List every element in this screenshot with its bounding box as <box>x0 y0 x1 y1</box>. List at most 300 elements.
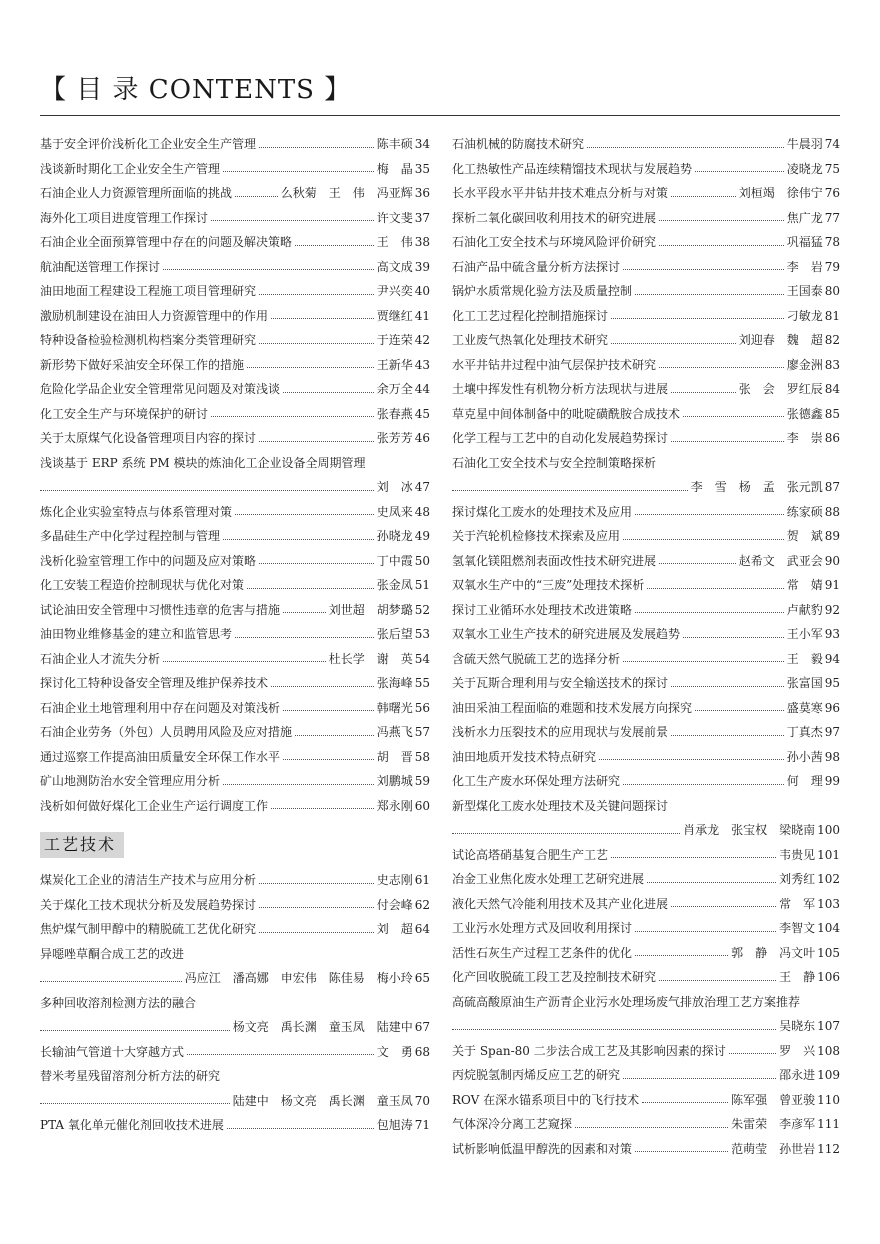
entry-authors: 张春燕 <box>376 406 413 421</box>
entry-title: 石油企业人力资源管理所面临的挑战 <box>40 186 233 200</box>
entry-title: 石油企业劳务（外包）人员聘用风险及应对措施 <box>40 725 293 739</box>
toc-entry <box>452 181 840 206</box>
entry-authors: 练家硕 <box>786 504 823 519</box>
toc-entry <box>452 304 840 329</box>
entry-title: 油田采油工程面临的难题和技术发展方向探究 <box>452 700 693 715</box>
entry-authors: 丁真杰 <box>786 725 823 739</box>
entry-title: 探讨工业循环水处理技术改进策略 <box>452 602 633 617</box>
entry-page: 53 <box>414 627 430 641</box>
toc-entry <box>40 794 430 819</box>
entry-title: 多种回收溶剂检测方法的融合 <box>40 995 197 1010</box>
toc-entry <box>40 868 430 893</box>
entry-title: 冶金工业焦化废水处理工艺研究进展 <box>452 872 645 886</box>
toc-entry <box>40 402 430 427</box>
toc-entry <box>452 990 840 1015</box>
dot-leader <box>671 906 776 907</box>
toc-entry <box>40 132 430 157</box>
dot-leader <box>211 220 374 221</box>
entry-authors: 冯燕飞 <box>376 725 413 739</box>
entry-authors: 张海峰 <box>376 676 413 690</box>
toc-entry <box>452 647 840 672</box>
dot-leader <box>259 563 374 564</box>
dot-leader <box>187 1054 374 1055</box>
entry-title: 锅炉水质常规化验方法及质量控制 <box>452 284 633 298</box>
entry-authors: 卢献豹 <box>786 602 823 617</box>
toc-entry <box>40 451 430 476</box>
dot-leader <box>587 147 784 148</box>
toc-entry <box>452 598 840 623</box>
entry-authors: 巩福猛 <box>786 235 823 249</box>
toc-entry <box>40 1113 430 1138</box>
entry-title: 探析二氧化碳回收利用技术的研究进展 <box>452 210 657 225</box>
entry-title: 浅析如何做好煤化工企业生产运行调度工作 <box>40 798 269 813</box>
entry-page: 112 <box>817 1141 840 1156</box>
entry-title: 工业废气热氧化处理技术研究 <box>452 333 609 347</box>
toc-entry <box>452 916 840 941</box>
toc-entry <box>40 769 430 794</box>
toc-entry <box>452 377 840 402</box>
entry-page: 55 <box>414 676 430 690</box>
entry-authors: 常 婧 <box>786 578 823 592</box>
toc-entry <box>452 769 840 794</box>
entry-authors: 李 雪 杨 孟 张元凯 <box>690 480 823 494</box>
dot-leader <box>683 637 784 638</box>
entry-authors: 刘世超 胡梦璐 <box>328 602 413 617</box>
toc-entry <box>40 206 430 231</box>
toc-entry <box>452 157 840 182</box>
entry-page: 42 <box>414 333 430 347</box>
toc-entry <box>452 696 840 721</box>
toc-entry <box>452 720 840 745</box>
dot-leader <box>647 588 783 589</box>
toc-entry <box>40 549 430 574</box>
entry-title: 矿山地测防治水安全管理应用分析 <box>40 774 221 788</box>
dot-leader <box>211 416 374 417</box>
entry-page: 61 <box>414 873 430 887</box>
dot-leader <box>695 171 784 172</box>
toc-entry <box>40 1064 430 1089</box>
entry-page: 104 <box>817 921 840 935</box>
entry-authors: 梅 晶 <box>376 161 413 176</box>
toc-entry <box>452 1014 840 1039</box>
toc-entry <box>452 206 840 231</box>
toc-entry <box>40 573 430 598</box>
entry-title: 油田地质开发技术特点研究 <box>452 749 597 764</box>
entry-page: 108 <box>817 1043 840 1058</box>
section-heading: 工艺技术 <box>40 832 124 858</box>
entry-page: 34 <box>414 137 430 151</box>
toc-entry <box>40 1089 430 1114</box>
entry-page: 36 <box>414 186 430 200</box>
toc-entry <box>40 279 430 304</box>
toc-entry <box>40 524 430 549</box>
entry-title: 危险化学品企业安全管理常见问题及对策浅谈 <box>40 382 281 396</box>
dot-leader <box>642 1102 728 1103</box>
entry-authors: 罗 兴 <box>779 1043 816 1058</box>
entry-authors: 凌晓龙 <box>786 161 823 176</box>
toc-entry <box>452 426 840 451</box>
entry-page: 59 <box>414 774 430 788</box>
dot-leader <box>40 490 374 491</box>
dot-leader <box>671 686 784 687</box>
entry-page: 81 <box>824 308 840 323</box>
toc-left-column <box>40 132 430 1138</box>
entry-page: 60 <box>414 798 430 813</box>
entry-authors: 刘 超 <box>376 922 413 936</box>
dot-leader <box>40 1030 230 1031</box>
toc-entry <box>452 745 840 770</box>
entry-authors: 王 静 <box>779 970 816 984</box>
toc-entry <box>452 622 840 647</box>
entry-title: 焦炉煤气制甲醇中的精脱硫工艺优化研究 <box>40 922 257 936</box>
toc-entry <box>40 255 430 280</box>
entry-page: 58 <box>414 749 430 764</box>
entry-authors: 孙晓龙 <box>376 529 413 543</box>
entry-title: 液化天然气冷能利用技术及其产业化进展 <box>452 896 669 911</box>
toc-list-right <box>452 132 840 1161</box>
entry-authors: 胡 晋 <box>376 749 413 764</box>
entry-authors: 王小军 <box>786 627 823 641</box>
entry-page: 41 <box>414 308 430 323</box>
toc-entry <box>40 377 430 402</box>
entry-authors: 刘迎春 魏 超 <box>738 333 823 347</box>
entry-title: 化工工艺过程化控制措施探讨 <box>452 308 609 323</box>
entry-page: 110 <box>817 1092 840 1107</box>
entry-authors: 余万全 <box>376 382 413 396</box>
entry-page: 97 <box>824 725 840 739</box>
entry-authors: 张后望 <box>376 627 413 641</box>
toc-entry <box>452 843 840 868</box>
entry-authors: 高文成 <box>376 259 413 274</box>
entry-title: 新形势下做好采油安全环保工作的措施 <box>40 357 245 372</box>
entry-title: 化学工程与工艺中的自动化发展趋势探讨 <box>452 431 669 445</box>
entry-authors: 杨文亮 禹长渊 童玉凤 陆建中 <box>232 1020 413 1034</box>
entry-title: 双氧水工业生产技术的研究进展及发展趋势 <box>452 627 681 641</box>
toc-entry <box>452 818 840 843</box>
entry-title: 石油企业土地管理利用中存在问题及对策浅析 <box>40 700 281 715</box>
dot-leader <box>259 907 374 908</box>
toc-entry <box>452 549 840 574</box>
entry-page: 107 <box>817 1019 840 1033</box>
entry-authors: 史凤来 <box>376 504 413 519</box>
toc-entry <box>40 230 430 255</box>
toc-entry <box>40 622 430 647</box>
entry-title: 炼化企业实验室特点与体系管理对策 <box>40 504 233 519</box>
entry-authors: 刘 冰 <box>376 480 413 494</box>
entry-authors: 张德鑫 <box>786 406 823 421</box>
entry-authors: 韩曙光 <box>376 700 413 715</box>
entry-title: 激励机制建设在油田人力资源管理中的作用 <box>40 308 269 323</box>
dot-leader <box>729 1053 776 1054</box>
dot-leader <box>227 1128 374 1129</box>
entry-title: 特种设备检验检测机构档案分类管理研究 <box>40 333 257 347</box>
toc-entry <box>452 892 840 917</box>
entry-title: 替米考星残留溶剂分析方法的研究 <box>40 1069 221 1083</box>
dot-leader <box>271 808 374 809</box>
entry-page: 71 <box>414 1118 430 1132</box>
entry-title: ROV 在深水锚系项目中的飞行技术 <box>452 1092 640 1107</box>
entry-authors: 张金凤 <box>376 578 413 592</box>
dot-leader <box>635 955 728 956</box>
entry-title: PTA 氧化单元催化剂回收技术进展 <box>40 1118 224 1132</box>
dot-leader <box>295 245 374 246</box>
entry-page: 76 <box>824 186 840 200</box>
entry-title: 土壤中挥发性有机物分析方法现状与进展 <box>452 382 669 396</box>
entry-page: 80 <box>824 284 840 298</box>
dot-leader <box>247 367 374 368</box>
entry-page: 109 <box>817 1068 840 1082</box>
entry-authors: 付会峰 <box>376 897 413 912</box>
entry-page: 91 <box>824 578 840 592</box>
dot-leader <box>295 735 374 736</box>
entry-page: 44 <box>414 382 430 396</box>
entry-title: 石油化工安全技术与环境风险评价研究 <box>452 235 657 249</box>
entry-authors: 张 会 罗红辰 <box>738 382 823 396</box>
entry-page: 98 <box>824 749 840 764</box>
entry-page: 57 <box>414 725 430 739</box>
entry-title: 多晶硅生产中化学过程控制与管理 <box>40 529 221 543</box>
entry-authors: 王国泰 <box>786 284 823 298</box>
entry-title: 煤炭化工企业的清洁生产技术与应用分析 <box>40 873 257 887</box>
dot-leader <box>611 857 776 858</box>
toc-entry <box>40 304 430 329</box>
entry-page: 50 <box>414 553 430 568</box>
toc-entry <box>40 893 430 918</box>
entry-page: 88 <box>824 504 840 519</box>
entry-authors: 吴晓东 <box>779 1019 816 1033</box>
toc-entry <box>452 402 840 427</box>
toc-entry <box>40 1040 430 1065</box>
toc-entry <box>452 867 840 892</box>
toc-list-left <box>40 132 430 818</box>
dot-leader <box>452 833 680 834</box>
entry-authors: 文 勇 <box>376 1044 413 1059</box>
toc-entry <box>40 745 430 770</box>
entry-authors: 刘秀红 <box>779 872 816 886</box>
entry-title: 基于安全评价浅析化工企业安全生产管理 <box>40 137 257 151</box>
entry-authors: 么秋菊 王 伟 冯亚辉 <box>280 186 413 200</box>
entry-page: 62 <box>414 897 430 912</box>
entry-title: 石油企业人才流失分析 <box>40 651 161 666</box>
entry-authors: 冯应江 潘高娜 申宏伟 陈佳易 梅小玲 <box>184 971 413 985</box>
entry-authors: 刘鹏城 <box>376 774 413 788</box>
dot-leader <box>635 294 784 295</box>
dot-leader <box>635 931 776 932</box>
dot-leader <box>659 980 776 981</box>
entry-page: 86 <box>824 431 840 445</box>
entry-authors: 郑永刚 <box>376 798 413 813</box>
entry-title: 气体深冷分离工艺窥探 <box>452 1117 573 1131</box>
dot-leader <box>623 661 784 662</box>
entry-page: 54 <box>414 651 430 666</box>
entry-authors: 陈丰硕 <box>376 137 413 151</box>
dot-leader <box>659 220 784 221</box>
entry-page: 68 <box>414 1044 430 1059</box>
entry-title: 长水平段水平井钻井技术难点分析与对策 <box>452 186 669 200</box>
entry-page: 83 <box>824 357 840 372</box>
dot-leader <box>623 269 784 270</box>
dot-leader <box>283 612 326 613</box>
toc-entry <box>40 353 430 378</box>
dot-leader <box>623 784 784 785</box>
dot-leader <box>671 735 784 736</box>
entry-authors: 常 军 <box>779 896 816 911</box>
toc-entry <box>452 279 840 304</box>
entry-page: 82 <box>824 333 840 347</box>
entry-page: 111 <box>817 1117 840 1131</box>
entry-authors: 贾继红 <box>376 308 413 323</box>
entry-page: 89 <box>824 529 840 543</box>
dot-leader <box>283 759 374 760</box>
entry-title: 化工热敏性产品连续精馏技术现状与发展趋势 <box>452 161 693 176</box>
entry-page: 39 <box>414 259 430 274</box>
entry-authors: 郭 静 冯文叶 <box>731 945 816 960</box>
entry-title: 活性石灰生产过程工艺条件的优化 <box>452 945 633 960</box>
entry-title: 探讨化工特种设备安全管理及维护保养技术 <box>40 676 269 690</box>
entry-authors: 范萌莹 孙世岩 <box>731 1141 816 1156</box>
entry-page: 79 <box>824 259 840 274</box>
toc-entry <box>452 1112 840 1137</box>
dot-leader <box>659 245 784 246</box>
entry-page: 84 <box>824 382 840 396</box>
toc-entry <box>40 991 430 1016</box>
entry-title: 含硫天然气脱硫工艺的选择分析 <box>452 651 621 666</box>
toc-entry <box>452 255 840 280</box>
entry-page: 38 <box>414 235 430 249</box>
entry-authors: 王新华 <box>376 357 413 372</box>
dot-leader <box>259 932 374 933</box>
entry-title: 新型煤化工废水处理技术及关键问题探讨 <box>452 798 669 813</box>
entry-authors: 尹兴奕 <box>376 284 413 298</box>
toc-entry <box>452 132 840 157</box>
entry-authors: 何 理 <box>786 774 823 788</box>
toc-entry <box>40 720 430 745</box>
entry-authors: 肖承龙 张宝权 梁晓南 <box>683 823 816 837</box>
entry-title: 浅谈基于 ERP 系统 PM 模块的炼油化工企业设备全周期管理 <box>40 455 366 470</box>
entry-title: 氢氧化镁阻燃剂表面改性技术研究进展 <box>452 553 657 568</box>
toc-entry <box>40 1015 430 1040</box>
entry-page: 46 <box>414 431 430 445</box>
dot-leader <box>671 441 784 442</box>
entry-page: 90 <box>824 553 840 568</box>
toc-entry <box>40 181 430 206</box>
dot-leader <box>635 1151 728 1152</box>
toc-entry <box>40 426 430 451</box>
entry-authors: 盛莫寒 <box>786 700 823 715</box>
entry-title: 化工安全生产与环境保护的研讨 <box>40 406 209 421</box>
toc-entry <box>40 647 430 672</box>
toc-entry <box>452 475 840 500</box>
entry-authors: 包旭涛 <box>376 1118 413 1132</box>
entry-page: 95 <box>824 676 840 690</box>
entry-title: 关于 Span-80 二步法合成工艺及其影响因素的探讨 <box>452 1043 726 1058</box>
dot-leader <box>611 318 784 319</box>
toc-entry <box>452 353 840 378</box>
entry-page: 92 <box>824 602 840 617</box>
toc-entry <box>40 966 430 991</box>
entry-authors: 李 岩 <box>786 259 823 274</box>
entry-page: 93 <box>824 627 840 641</box>
entry-page: 77 <box>824 210 840 225</box>
toc-entry <box>452 1039 840 1064</box>
dot-leader <box>223 539 374 540</box>
entry-title: 化工生产废水环保处理方法研究 <box>452 774 621 788</box>
entry-authors: 杜长学 谢 英 <box>328 651 413 666</box>
dot-leader <box>235 196 278 197</box>
dot-leader <box>283 392 374 393</box>
toc-entry <box>40 475 430 500</box>
toc-entry <box>452 671 840 696</box>
entry-page: 74 <box>824 137 840 151</box>
entry-authors: 史志刚 <box>376 873 413 887</box>
dot-leader <box>695 710 784 711</box>
entry-authors: 陈军强 曾亚骏 <box>731 1092 816 1107</box>
toc-entry <box>40 328 430 353</box>
dot-leader <box>163 269 374 270</box>
entry-authors: 刁敏龙 <box>786 308 823 323</box>
toc-entry <box>40 671 430 696</box>
toc-entry <box>452 1088 840 1113</box>
dot-leader <box>235 637 374 638</box>
entry-page: 45 <box>414 406 430 421</box>
entry-title: 石油企业全面预算管理中存在的问题及解决策略 <box>40 235 293 249</box>
toc-entry <box>452 941 840 966</box>
entry-authors: 牛晨羽 <box>786 137 823 151</box>
entry-authors: 李 崇 <box>786 431 823 445</box>
toc-entry <box>452 451 840 476</box>
entry-page: 49 <box>414 529 430 543</box>
dot-leader <box>223 784 374 785</box>
entry-authors: 张芳芳 <box>376 431 413 445</box>
entry-authors: 焦广龙 <box>786 210 823 225</box>
dot-leader <box>259 343 374 344</box>
entry-authors: 孙小茜 <box>786 749 823 764</box>
toc-entry <box>452 1063 840 1088</box>
entry-page: 35 <box>414 161 430 176</box>
dot-leader <box>635 514 784 515</box>
entry-page: 106 <box>817 970 840 984</box>
entry-title: 异噁唑草酮合成工艺的改进 <box>40 946 185 961</box>
entry-authors: 邵永进 <box>779 1068 816 1082</box>
entry-page: 40 <box>414 284 430 298</box>
page-title: 【 目 录 CONTENTS 】 <box>40 75 352 105</box>
entry-authors: 贺 斌 <box>786 529 823 543</box>
entry-authors: 张富国 <box>786 676 823 690</box>
dot-leader <box>259 147 374 148</box>
entry-page: 100 <box>817 823 840 837</box>
toc-entry <box>452 500 840 525</box>
entry-authors: 李智文 <box>779 921 816 935</box>
entry-title: 油田物业维修基金的建立和监管思考 <box>40 627 233 641</box>
toc-entry <box>40 157 430 182</box>
entry-page: 99 <box>824 774 840 788</box>
entry-page: 47 <box>414 480 430 494</box>
entry-page: 85 <box>824 406 840 421</box>
entry-title: 丙烷脱氢制丙烯反应工艺的研究 <box>452 1068 621 1082</box>
dot-leader <box>659 563 736 564</box>
entry-page: 96 <box>824 700 840 715</box>
dot-leader <box>452 1029 776 1030</box>
dot-leader <box>647 882 776 883</box>
entry-page: 75 <box>824 161 840 176</box>
entry-title: 化产回收脱硫工段工艺及控制技术研究 <box>452 970 657 984</box>
entry-page: 87 <box>824 480 840 494</box>
toc-entry <box>40 500 430 525</box>
toc-entry <box>452 524 840 549</box>
dot-leader <box>235 514 374 515</box>
dot-leader <box>671 392 736 393</box>
entry-page: 51 <box>414 578 430 592</box>
